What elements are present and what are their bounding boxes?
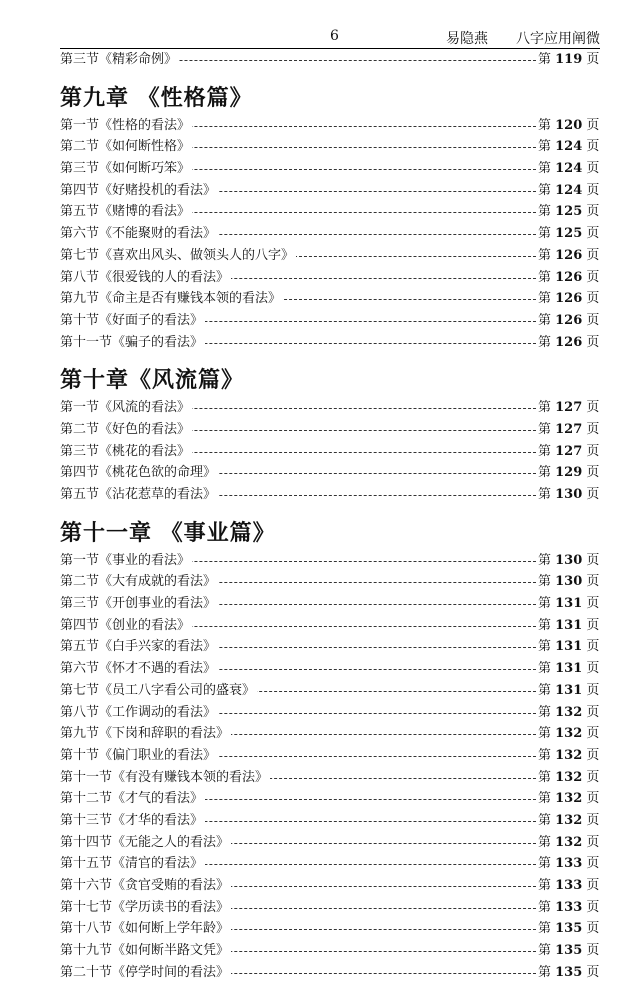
page-reference (538, 680, 598, 702)
page-prefix: 第 (538, 899, 556, 915)
section-title: 第十八节《如何断上学年龄》 (60, 921, 230, 937)
chapter-heading: 第十一章 《事业篇》 (60, 519, 276, 546)
dot-leader (60, 419, 536, 441)
page-num: 126 (555, 269, 583, 285)
page-prefix: 第 (538, 443, 556, 459)
section-title: 第四节《好赌投机的看法》 (60, 182, 217, 198)
toc-entry[interactable] (60, 136, 598, 158)
dot-leader (60, 462, 536, 484)
page-num: 126 (555, 312, 583, 328)
page-num: 127 (555, 443, 583, 459)
section-title: 第十五节《清官的看法》 (60, 856, 204, 872)
page-prefix: 第 (538, 552, 556, 568)
page-reference (538, 136, 598, 158)
page-prefix: 第 (538, 596, 556, 612)
page-num: 127 (555, 421, 583, 437)
section-title: 第八节《很爱钱的人的看法》 (60, 269, 230, 285)
page-suffix: 页 (582, 574, 600, 590)
table-of-contents (60, 49, 598, 983)
toc-entry[interactable] (60, 875, 598, 897)
toc-entry[interactable] (60, 702, 598, 724)
toc-entry[interactable] (60, 658, 598, 680)
toc-entry[interactable] (60, 484, 598, 506)
page-suffix: 页 (582, 769, 600, 785)
page-suffix: 页 (582, 487, 600, 502)
page-reference (538, 245, 598, 267)
toc-entry[interactable] (60, 745, 598, 767)
section-title: 第五节《白手兴家的看法》 (60, 639, 217, 655)
page-num: 133 (555, 899, 583, 915)
section-title: 第十二节《才气的看法》 (60, 791, 204, 807)
section-title: 第十六节《贪官受贿的看法》 (60, 878, 230, 893)
toc-entry[interactable] (60, 310, 598, 332)
section-title: 第五节《沾花惹草的看法》 (60, 487, 217, 502)
page-prefix: 第 (538, 878, 556, 893)
toc-entry[interactable] (60, 615, 598, 637)
dot-leader (60, 310, 536, 332)
toc-entry[interactable] (60, 832, 598, 854)
page-prefix: 第 (538, 617, 556, 633)
page-suffix: 页 (582, 204, 600, 220)
page-prefix: 第 (538, 400, 556, 416)
section-title: 第一节《事业的看法》 (60, 552, 191, 568)
toc-entry[interactable] (60, 636, 598, 658)
dot-leader (60, 332, 536, 354)
page-num: 125 (555, 204, 583, 220)
page-suffix: 页 (582, 856, 600, 872)
page-reference (538, 158, 598, 180)
toc-entry[interactable] (60, 788, 598, 810)
page-reference (538, 918, 598, 940)
page-reference (538, 810, 598, 832)
page-suffix: 页 (582, 899, 600, 915)
page-number: 6 (330, 28, 339, 44)
page-num: 130 (555, 574, 583, 590)
page-reference (538, 571, 598, 593)
chapter-heading: 第九章 《性格篇》 (60, 84, 253, 111)
page-num: 119 (555, 52, 583, 67)
page-reference (538, 49, 598, 71)
page-suffix: 页 (582, 52, 600, 67)
page-suffix: 页 (582, 269, 600, 285)
page-prefix: 第 (538, 704, 556, 720)
dot-leader (60, 288, 536, 310)
section-title: 第一节《风流的看法》 (60, 400, 191, 416)
page-prefix: 第 (538, 574, 556, 590)
section-title: 第十节《偏门职业的看法》 (60, 747, 217, 763)
page-prefix: 第 (538, 226, 556, 242)
page-reference (538, 419, 598, 441)
toc-entry[interactable] (60, 593, 598, 615)
toc-entry[interactable] (60, 49, 598, 71)
section-title: 第二节《大有成就的看法》 (60, 574, 217, 590)
page-reference (538, 832, 598, 854)
page-suffix: 页 (582, 921, 600, 937)
toc-entry[interactable] (60, 441, 598, 463)
section-title: 第十四节《无能之人的看法》 (60, 834, 230, 850)
section-title: 第二十节《停学时间的看法》 (60, 964, 230, 980)
dot-leader (60, 918, 536, 940)
dot-leader (60, 571, 536, 593)
dot-leader (60, 788, 536, 810)
toc-entry[interactable] (60, 853, 598, 875)
page-prefix: 第 (538, 139, 556, 155)
page-header (60, 28, 600, 49)
section-title: 第九节《命主是否有赚钱本领的看法》 (60, 291, 282, 307)
page-suffix: 页 (582, 704, 600, 720)
dot-leader (60, 115, 536, 137)
section-title: 第十三节《才华的看法》 (60, 812, 204, 828)
page-num: 133 (555, 878, 583, 893)
page-suffix: 页 (582, 400, 600, 416)
toc-entry[interactable] (60, 571, 598, 593)
section-title: 第六节《不能聚财的看法》 (60, 226, 217, 242)
toc-entry[interactable] (60, 918, 598, 940)
page-reference (538, 484, 598, 506)
page-prefix: 第 (538, 856, 556, 872)
page-suffix: 页 (582, 596, 600, 612)
page-num: 124 (555, 139, 583, 155)
section-title: 第三节《如何断巧笨》 (60, 161, 191, 177)
dot-leader (60, 962, 536, 984)
page-reference (538, 310, 598, 332)
dot-leader (60, 441, 536, 463)
dot-leader (60, 680, 536, 702)
toc-entry[interactable] (60, 962, 598, 984)
section-title: 第二节《如何断性格》 (60, 139, 191, 155)
page-reference (538, 223, 598, 245)
page-suffix: 页 (582, 117, 600, 133)
page-prefix: 第 (538, 639, 556, 655)
toc-entry[interactable] (60, 680, 598, 702)
dot-leader (60, 158, 536, 180)
page-suffix: 页 (582, 682, 600, 698)
dot-leader (60, 484, 536, 506)
page-num: 132 (555, 769, 583, 785)
page-prefix: 第 (538, 421, 556, 437)
page-suffix: 页 (582, 834, 600, 850)
page-reference (538, 593, 598, 615)
page-num: 133 (555, 856, 583, 872)
page-reference (538, 180, 598, 202)
toc-entry[interactable] (60, 288, 598, 310)
page-num: 126 (555, 247, 583, 263)
toc-entry[interactable] (60, 180, 598, 202)
page-prefix: 第 (538, 182, 556, 198)
toc-entry[interactable] (60, 245, 598, 267)
page-suffix: 页 (582, 639, 600, 655)
section-title: 第十节《好面子的看法》 (60, 312, 204, 328)
page-num: 126 (555, 291, 583, 307)
page-reference (538, 115, 598, 137)
page-prefix: 第 (538, 247, 556, 263)
toc-entry[interactable] (60, 397, 598, 419)
section-title: 第十一节《骗子的看法》 (60, 334, 204, 350)
page-num: 131 (555, 596, 583, 612)
page-prefix: 第 (538, 791, 556, 807)
dot-leader (60, 136, 536, 158)
page-suffix: 页 (582, 552, 600, 568)
dot-leader (60, 550, 536, 572)
page-num: 131 (555, 682, 583, 698)
page-reference (538, 201, 598, 223)
page-suffix: 页 (582, 617, 600, 633)
page-suffix: 页 (582, 312, 600, 328)
page-num: 131 (555, 661, 583, 677)
page-reference (538, 788, 598, 810)
page-prefix: 第 (538, 52, 556, 67)
toc-entry[interactable] (60, 723, 598, 745)
dot-leader (60, 180, 536, 202)
running-title: 易隐燕 八字应用阐微 (446, 31, 600, 47)
page-prefix: 第 (538, 117, 556, 133)
page-num: 132 (555, 704, 583, 720)
page-reference (538, 875, 598, 897)
page-num: 132 (555, 834, 583, 850)
dot-leader (60, 593, 536, 615)
toc-entry[interactable] (60, 767, 598, 789)
page-reference (538, 332, 598, 354)
chapter-heading: 第十章《风流篇》 (60, 367, 245, 394)
page-num: 126 (555, 334, 583, 350)
toc-entry[interactable] (60, 897, 598, 919)
page-num: 132 (555, 812, 583, 828)
page-prefix: 第 (538, 747, 556, 763)
dot-leader (60, 810, 536, 832)
page-prefix: 第 (538, 812, 556, 828)
section-title: 第三节《桃花的看法》 (60, 443, 191, 459)
page-reference (538, 267, 598, 289)
toc-entry[interactable] (60, 462, 598, 484)
page-suffix: 页 (582, 878, 600, 893)
page-reference (538, 745, 598, 767)
page-num: 125 (555, 226, 583, 242)
page-suffix: 页 (582, 247, 600, 263)
page-reference (538, 853, 598, 875)
page-prefix: 第 (538, 726, 556, 742)
page-num: 132 (555, 747, 583, 763)
page-num: 130 (555, 552, 583, 568)
page-suffix: 页 (582, 812, 600, 828)
page-num: 130 (555, 487, 583, 502)
dot-leader (60, 615, 536, 637)
page-suffix: 页 (582, 443, 600, 459)
page-reference (538, 962, 598, 984)
toc-entry[interactable] (60, 158, 598, 180)
toc-entry[interactable] (60, 115, 598, 137)
dot-leader (60, 940, 536, 962)
page-num: 120 (555, 117, 583, 133)
dot-leader (60, 702, 536, 724)
toc-entry[interactable] (60, 223, 598, 245)
page-prefix: 第 (538, 465, 556, 481)
dot-leader (60, 201, 536, 223)
toc-entry[interactable] (60, 940, 598, 962)
dot-leader (60, 658, 536, 680)
page-num: 132 (555, 791, 583, 807)
dot-leader (60, 223, 536, 245)
page-reference (538, 550, 598, 572)
dot-leader (60, 723, 536, 745)
page-prefix: 第 (538, 682, 556, 698)
page-suffix: 页 (582, 139, 600, 155)
toc-entry[interactable] (60, 419, 598, 441)
page-prefix: 第 (538, 943, 556, 959)
page-num: 135 (555, 921, 583, 937)
page-prefix: 第 (538, 291, 556, 307)
page-prefix: 第 (538, 334, 556, 350)
section-title: 第十七节《学历读书的看法》 (60, 899, 230, 915)
page-suffix: 页 (582, 964, 600, 980)
section-title: 第九节《下岗和辞职的看法》 (60, 726, 230, 742)
section-title: 第十九节《如何断半路文凭》 (60, 943, 230, 959)
section-title: 第四节《创业的看法》 (60, 617, 191, 633)
toc-entry[interactable] (60, 267, 598, 289)
dot-leader (60, 745, 536, 767)
page-num: 127 (555, 400, 583, 416)
page-prefix: 第 (538, 834, 556, 850)
toc-entry[interactable] (60, 810, 598, 832)
page-suffix: 页 (582, 421, 600, 437)
page-suffix: 页 (582, 465, 600, 481)
page-reference (538, 658, 598, 680)
page-reference (538, 897, 598, 919)
dot-leader (60, 267, 536, 289)
page-prefix: 第 (538, 269, 556, 285)
page-prefix: 第 (538, 769, 556, 785)
section-title: 第七节《喜欢出风头、做领头人的八字》 (60, 247, 295, 263)
section-title: 第一节《性格的看法》 (60, 117, 191, 133)
dot-leader (60, 767, 536, 789)
page-reference (538, 636, 598, 658)
page-num: 132 (555, 726, 583, 742)
page-suffix: 页 (582, 791, 600, 807)
page-num: 131 (555, 639, 583, 655)
section-title: 第三节《精彩命例》 (60, 52, 178, 67)
page-num: 129 (555, 465, 583, 481)
page-prefix: 第 (538, 921, 556, 937)
page-reference (538, 462, 598, 484)
dot-leader (60, 875, 536, 897)
page-prefix: 第 (538, 661, 556, 677)
page-reference (538, 615, 598, 637)
section-title: 第四节《桃花色欲的命理》 (60, 465, 217, 481)
page-reference (538, 441, 598, 463)
toc-entry[interactable] (60, 332, 598, 354)
page-num: 135 (555, 943, 583, 959)
dot-leader (60, 636, 536, 658)
toc-entry[interactable] (60, 201, 598, 223)
page-reference (538, 288, 598, 310)
section-title: 第十一节《有没有赚钱本领的看法》 (60, 769, 269, 785)
page-prefix: 第 (538, 487, 556, 502)
page-suffix: 页 (582, 226, 600, 242)
page-suffix: 页 (582, 726, 600, 742)
section-title: 第六节《怀才不遇的看法》 (60, 661, 217, 677)
page-suffix: 页 (582, 334, 600, 350)
page-prefix: 第 (538, 204, 556, 220)
page-suffix: 页 (582, 161, 600, 177)
dot-leader (60, 832, 536, 854)
section-title: 第五节《赌博的看法》 (60, 204, 191, 220)
page-suffix: 页 (582, 943, 600, 959)
page-prefix: 第 (538, 312, 556, 328)
section-title: 第三节《开创事业的看法》 (60, 596, 217, 612)
section-title: 第七节《员工八字看公司的盛衰》 (60, 682, 256, 698)
section-title: 第二节《好色的看法》 (60, 421, 191, 437)
dot-leader (60, 397, 536, 419)
page-num: 131 (555, 617, 583, 633)
page-reference (538, 723, 598, 745)
section-title: 第八节《工作调动的看法》 (60, 704, 217, 720)
dot-leader (60, 853, 536, 875)
page-num: 124 (555, 182, 583, 198)
dot-leader (60, 897, 536, 919)
page-prefix: 第 (538, 964, 556, 980)
page-suffix: 页 (582, 661, 600, 677)
page-suffix: 页 (582, 747, 600, 763)
page-suffix: 页 (582, 291, 600, 307)
toc-entry[interactable] (60, 550, 598, 572)
page-prefix: 第 (538, 161, 556, 177)
page-reference (538, 702, 598, 724)
dot-leader (60, 49, 536, 71)
dot-leader (60, 245, 536, 267)
page-num: 135 (555, 964, 583, 980)
page-reference (538, 940, 598, 962)
page-num: 124 (555, 161, 583, 177)
page-reference (538, 397, 598, 419)
page-reference (538, 767, 598, 789)
page-suffix: 页 (582, 182, 600, 198)
